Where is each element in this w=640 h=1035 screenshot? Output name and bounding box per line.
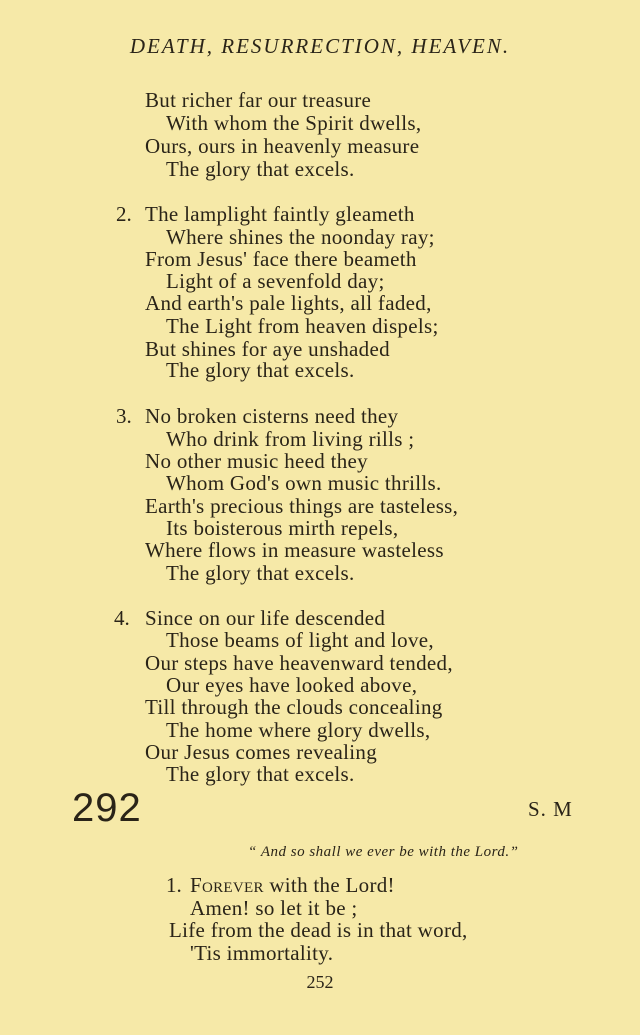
stanza3-number: 3. (116, 404, 132, 428)
stanza3-line-6: Its boisterous mirth repels, (166, 516, 399, 540)
stanza2-line-5: And earth's pale lights, all faded, (145, 291, 432, 315)
stanza3-line-2: Who drink from living rills ; (166, 427, 415, 451)
stanza1-line-1: But richer far our treasure (145, 88, 372, 112)
stanza3-line-5: Earth's precious things are tasteless, (145, 494, 459, 518)
stanza3-line-4: Whom God's own music thrills. (166, 471, 442, 495)
stanza3-line-3: No other music heed they (145, 449, 368, 473)
stanza2-line-6: The Light from heaven dispels; (166, 314, 439, 338)
hymn292-stanza1-number: 1. (166, 873, 182, 897)
stanza4-line-5: Till through the clouds concealing (145, 695, 443, 719)
hymn-epigraph: “ And so shall we ever be with the Lord.” (248, 844, 519, 860)
stanza4-line-4: Our eyes have looked above, (166, 673, 418, 697)
stanza3-line-1: No broken cisterns need they (145, 404, 399, 428)
stanza3-line-8: The glory that excels. (166, 561, 355, 585)
hymn292-first-word: Forever (190, 873, 264, 897)
hymn-number: 292 (72, 786, 142, 830)
stanza1-line-4: The glory that excels. (166, 157, 355, 181)
hymn292-line-2: Amen! so let it be ; (190, 896, 358, 920)
stanza2-line-4: Light of a sevenfold day; (166, 269, 385, 293)
stanza2-line-7: But shines for aye unshaded (145, 337, 390, 361)
page-number: 252 (306, 972, 334, 992)
hymn292-first-line-rest: with the Lord! (263, 873, 395, 897)
stanza2-number: 2. (116, 202, 132, 226)
stanza1-line-2: With whom the Spirit dwells, (166, 111, 422, 135)
stanza2-line-3: From Jesus' face there beameth (145, 247, 417, 271)
stanza4-line-7: Our Jesus comes revealing (145, 740, 378, 764)
hymn292-line-1 (190, 873, 395, 898)
stanza4-number: 4. (114, 606, 130, 630)
stanza4-line-8: The glory that excels. (166, 762, 355, 786)
stanza4-line-3: Our steps have heavenward tended, (145, 651, 453, 675)
stanza3-line-7: Where flows in measure wasteless (145, 538, 444, 562)
hymn292-line-4: 'Tis immortality. (190, 941, 334, 965)
hymn292-line-3: Life from the dead is in that word, (169, 918, 468, 942)
stanza4-line-6: The home where glory dwells, (166, 718, 431, 742)
stanza4-line-1: Since on our life descended (145, 606, 386, 630)
stanza2-line-2: Where shines the noonday ray; (166, 225, 435, 249)
stanza2-line-8: The glory that excels. (166, 358, 355, 382)
running-header: DEATH, RESURRECTION, HEAVEN. (129, 34, 511, 58)
stanza2-line-1: The lamplight faintly gleameth (145, 202, 415, 226)
stanza4-line-2: Those beams of light and love, (166, 628, 434, 652)
hymn-meter: S. M (528, 797, 573, 821)
stanza1-line-3: Ours, ours in heavenly measure (145, 134, 420, 158)
